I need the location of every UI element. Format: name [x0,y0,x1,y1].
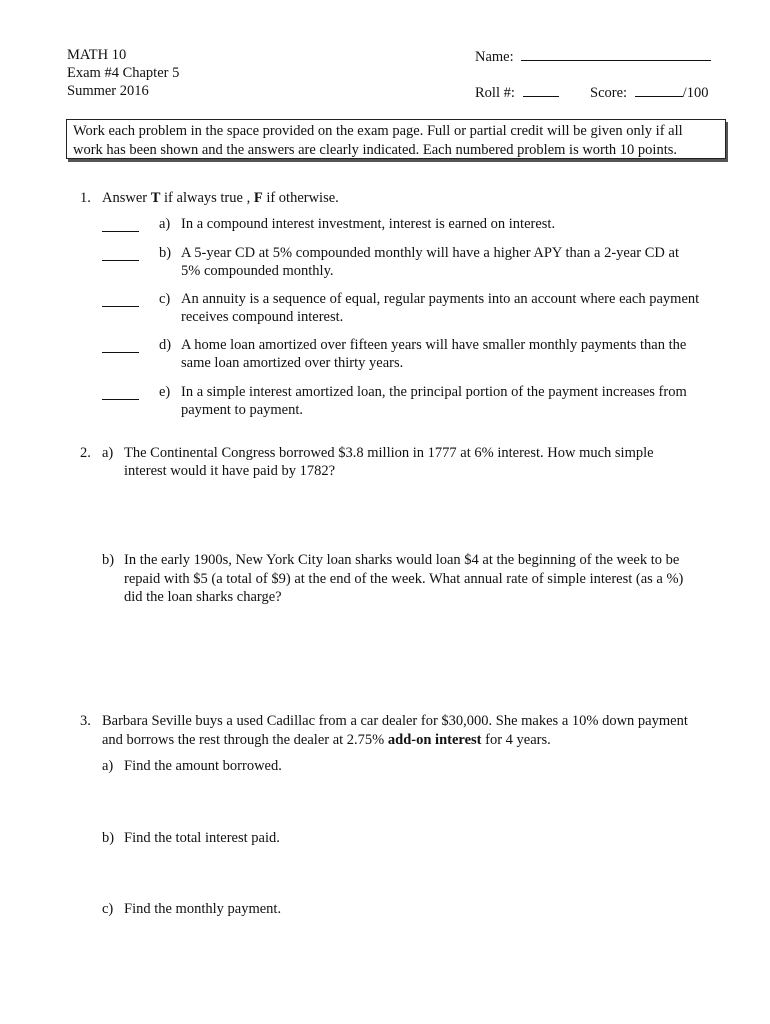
q1b-answer-blank[interactable] [102,246,139,261]
q3a-letter: a) [102,758,114,774]
q1b-text-line-1: A 5-year CD at 5% compounded monthly will have a higher APY than a 2-year CD at [181,245,679,261]
roll-blank[interactable] [523,82,559,97]
q1d-text-line-2: same loan amortized over thirty years. [181,355,404,371]
q1c-text-line-2: receives compound interest. [181,309,344,325]
q1d-answer-blank[interactable] [102,338,139,353]
name-label: Name: [475,49,514,65]
q1a-text-line-1: In a compound interest investment, interest is earned on interest. [181,216,556,232]
q1c-letter: c) [159,291,171,307]
q1e-text-line-2: payment to payment. [181,402,304,418]
q2a-letter: a) [102,445,114,461]
q2-number: 2. [80,445,91,461]
q1-number: 1. [80,190,91,206]
q1a-letter: a) [159,216,171,232]
q2b-letter: b) [102,552,115,568]
q3-text-line-1: Barbara Seville buys a used Cadillac from a car dealer for $30,000. She makes a 10% down payment [102,713,688,729]
roll-label: Roll #: [475,85,515,101]
q1d-text-line-1: A home loan amortized over fifteen years will have smaller monthly payments than the [181,337,687,353]
q1b-letter: b) [159,245,172,261]
q3c-letter: c) [102,901,114,917]
name-blank[interactable] [521,46,711,61]
q1c-text-line-1: An annuity is a sequence of equal, regular payments into an account where each payment [181,291,700,307]
add-on-interest-term: add-on interest [387,732,482,748]
q3c-text: Find the monthly payment. [124,901,282,917]
score-blank[interactable] [635,82,683,97]
q3b-text: Find the total interest paid. [124,830,280,846]
q1c-answer-blank[interactable] [102,292,139,307]
q3-number: 3. [80,713,91,729]
course-title: MATH 10 [67,47,127,63]
score-field[interactable] [590,82,708,102]
q1-prompt: Answer T if always true , F if otherwise. [102,190,339,206]
q2b-text-line-1: In the early 1900s, New York City loan sharks would loan $4 at the beginning of the week to be [124,552,680,568]
q2b-text-line-2: repaid with $5 (a total of $9) at the end of the week. What annual rate of simple interest (as a %) [124,571,684,587]
q2a-text-line-2: interest would it have paid by 1782? [124,463,336,479]
instructions-box [66,119,726,159]
q3a-text: Find the amount borrowed. [124,758,282,774]
q1e-text-line-1: In a simple interest amortized loan, the principal portion of the payment increases from [181,384,687,400]
exam-title: Exam #4 Chapter 5 [67,65,180,81]
instructions-line-1: Work each problem in the space provided on the exam page. Full or partial credit will be given only if all [73,123,683,139]
term-label: Summer 2016 [67,83,149,99]
score-label: Score: [590,85,628,101]
roll-field[interactable] [475,82,559,102]
q1a-answer-blank[interactable] [102,217,139,232]
q1e-answer-blank[interactable] [102,385,139,400]
q3-text-line-2: and borrows the rest through the dealer at 2.75% add-on interest for 4 years. [102,732,551,748]
q1e-letter: e) [159,384,171,400]
q1d-letter: d) [159,337,172,353]
q3b-letter: b) [102,830,115,846]
q2a-text-line-1: The Continental Congress borrowed $3.8 million in 1777 at 6% interest. How much simple [124,445,654,461]
instructions-line-2: work has been shown and the answers are clearly indicated. Each numbered problem is worth 10 points. [73,141,677,158]
name-field[interactable] [475,46,711,66]
score-total: /100 [682,85,709,101]
q2b-text-line-3: did the loan sharks charge? [124,589,282,605]
q1b-text-line-2: 5% compounded monthly. [181,263,334,279]
